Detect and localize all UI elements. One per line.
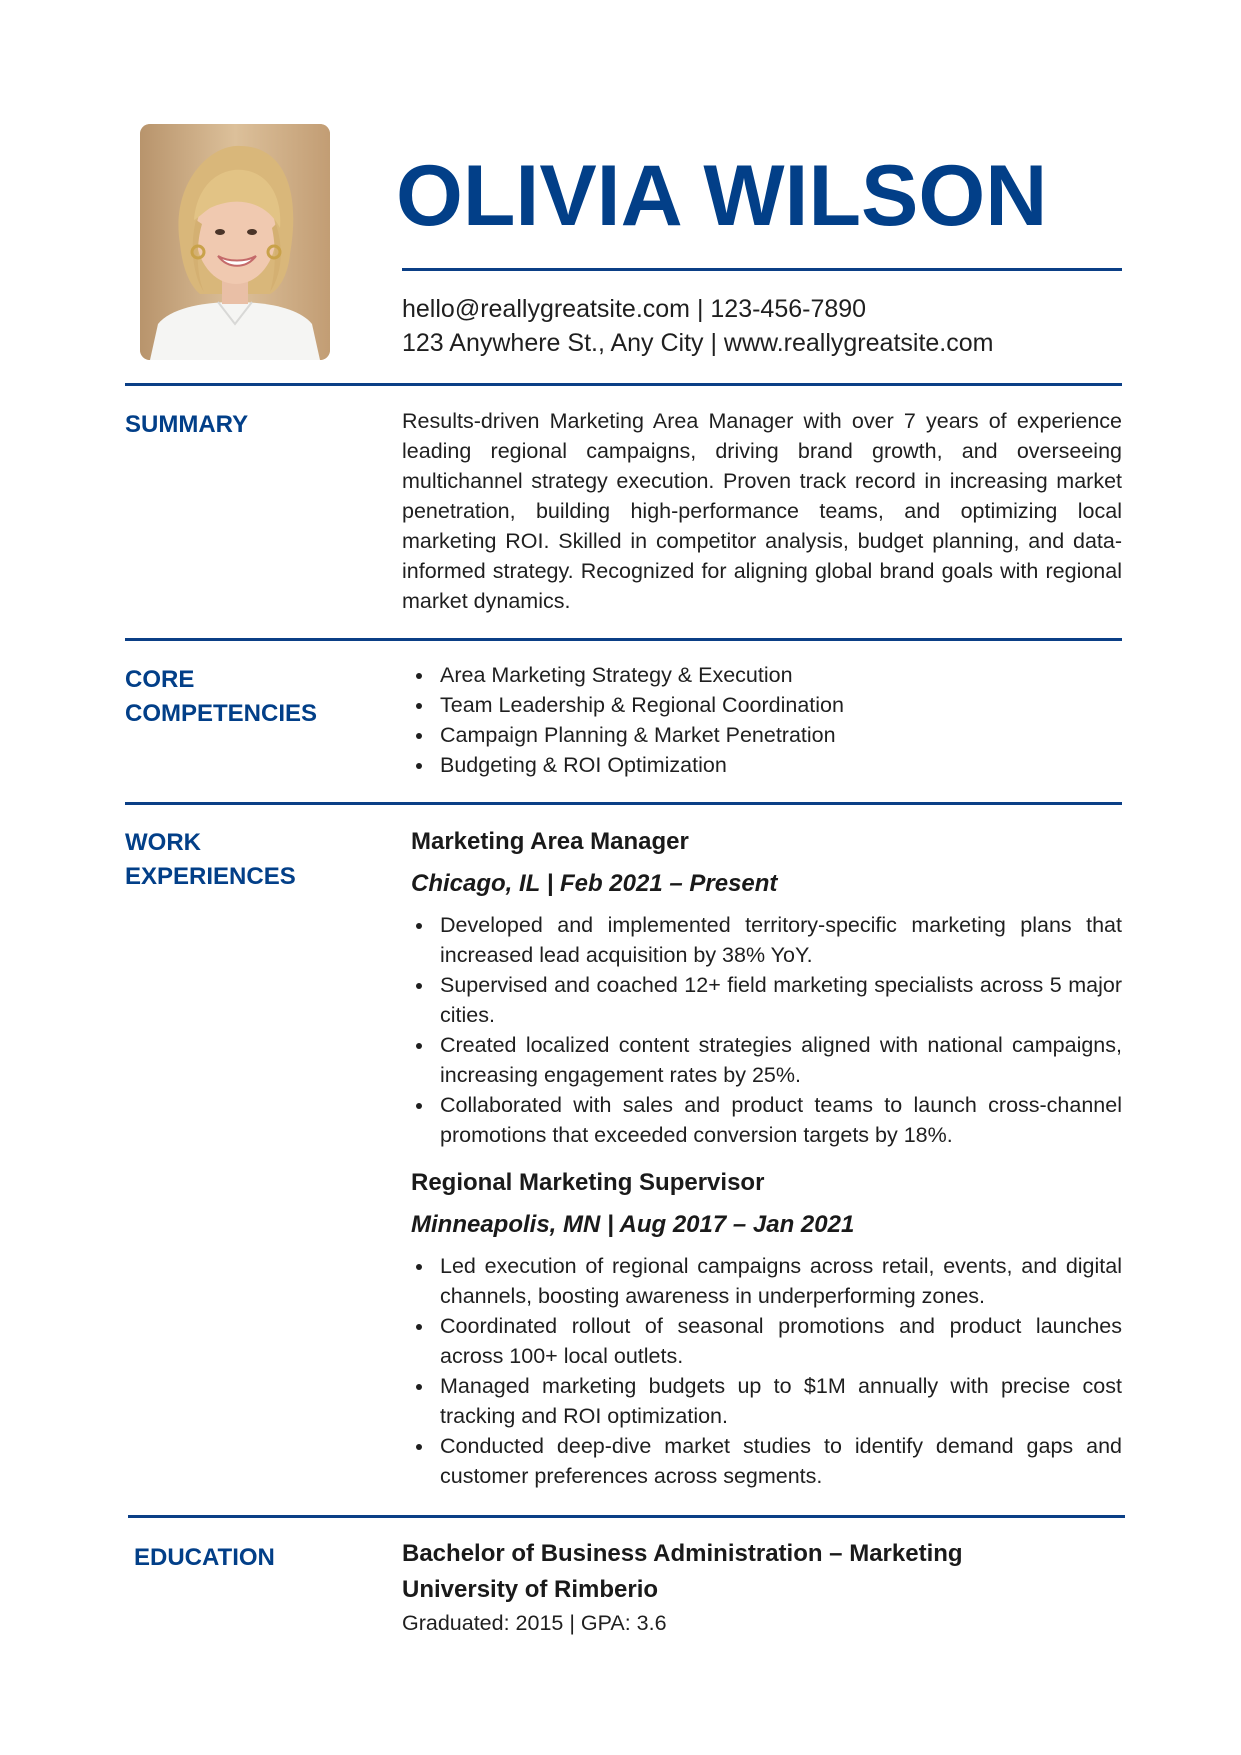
education-heading: EDUCATION [134,1544,275,1571]
job-title: Marketing Area Manager [411,828,689,855]
list-item: Collaborated with sales and product teams to launch cross-channel promotions that exceeded conversion targets by 18%. [402,1090,1122,1150]
profile-photo [140,124,330,360]
job-location-dates: Minneapolis, MN | Aug 2017 – Jan 2021 [411,1211,855,1238]
list-item: Created localized content strategies aligned with national campaigns, increasing engagement rates by 25%. [402,1030,1122,1090]
list-item: Managed marketing budgets up to $1M annually with precise cost tracking and ROI optimization. [402,1371,1122,1431]
list-item: Campaign Planning & Market Penetration [402,720,1122,750]
work-heading-line1: WORK [125,829,201,856]
work-heading-line2: EXPERIENCES [125,863,296,890]
education-school: University of Rimberio [402,1576,659,1603]
list-item: Area Marketing Strategy & Execution [402,660,1122,690]
job-bullets [402,1251,1122,1491]
section-divider-education [128,1515,1125,1518]
candidate-name: OLIVIA WILSON [396,148,1048,244]
job-location-dates: Chicago, IL | Feb 2021 – Present [411,870,778,897]
competencies-list [402,660,1122,780]
list-item: Supervised and coached 12+ field marketing specialists across 5 major cities. [402,970,1122,1030]
section-divider-competencies [125,638,1122,641]
section-divider-summary [125,383,1122,386]
list-item: Coordinated rollout of seasonal promotions and product launches across 100+ local outlets. [402,1311,1122,1371]
education-details: Graduated: 2015 | GPA: 3.6 [402,1611,667,1635]
summary-text: Results-driven Marketing Area Manager with over 7 years of experience leading regional campaigns, driving brand growth, and overseeing multichannel strategy execution. Proven track record in increasing market penetration, building high-performance teams, and optimizing local marketing ROI. Skilled in competitor analysis, budget planning, and data-informed strategy. Recognized for aligning global brand goals with regional market dynamics. [402,409,1122,613]
portrait-illustration [140,124,330,360]
contact-line-email-phone: hello@reallygreatsite.com | 123-456-7890 [402,295,867,323]
education-degree: Bachelor of Business Administration – Marketing [402,1540,963,1567]
list-item: Conducted deep-dive market studies to identify demand gaps and customer preferences across segments. [402,1431,1122,1491]
list-item: Budgeting & ROI Optimization [402,750,1122,780]
section-divider-work [125,802,1122,805]
competencies-heading-line1: CORE [125,666,195,693]
contact-line-address-website: 123 Anywhere St., Any City | www.reallygreatsite.com [402,329,994,357]
list-item: Led execution of regional campaigns across retail, events, and digital channels, boosting awareness in underperforming zones. [402,1251,1122,1311]
list-item: Team Leadership & Regional Coordination [402,690,1122,720]
competencies-heading-line2: COMPETENCIES [125,700,318,727]
header-divider [402,268,1122,271]
job-title: Regional Marketing Supervisor [411,1169,765,1196]
summary-heading: SUMMARY [125,411,249,438]
job-bullets [402,910,1122,1150]
list-item: Developed and implemented territory-specific marketing plans that increased lead acquisition by 38% YoY. [402,910,1122,970]
